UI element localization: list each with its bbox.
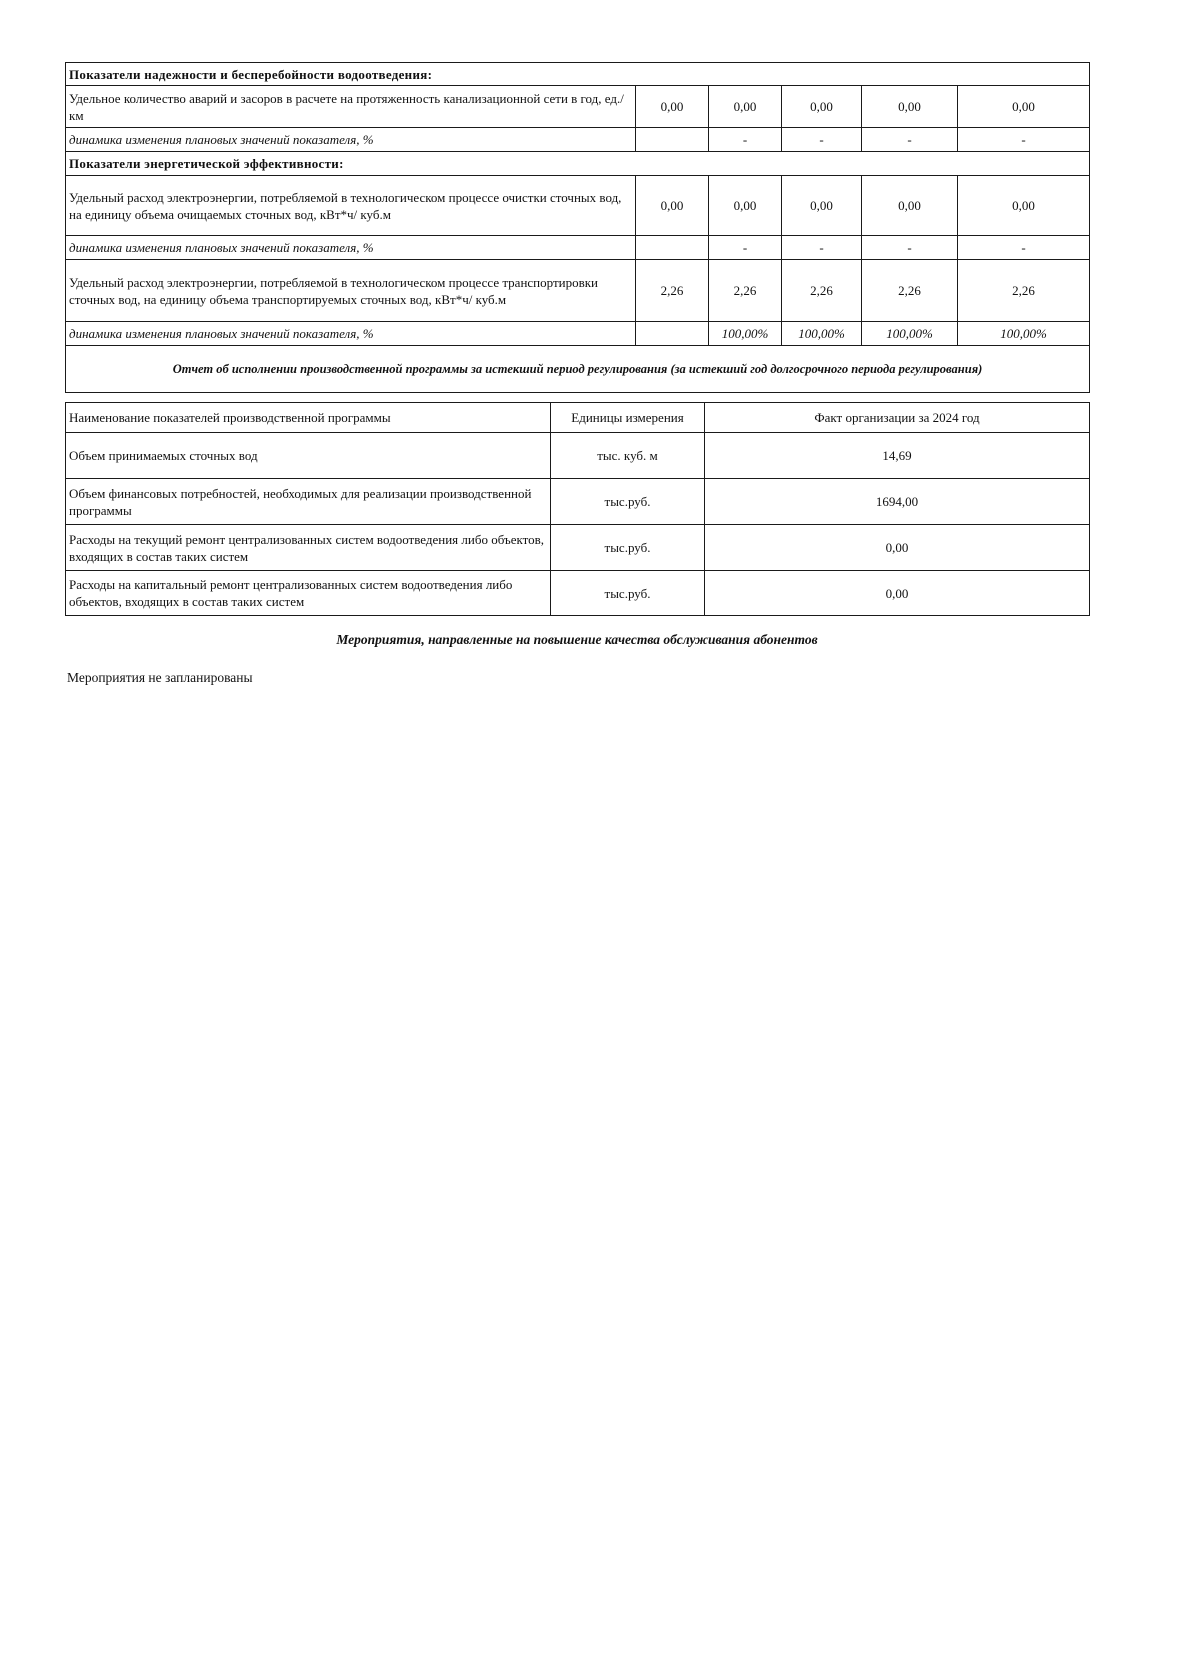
treatment-label: Удельный расход электроэнергии, потребляемой в технологическом процессе очистки сточных вод, на единицу объема очищаемых сточных вод, кВт*ч/ куб.м [66, 176, 636, 236]
transport-label: Удельный расход электроэнергии, потребляемой в технологическом процессе транспортировки сточных вод, на единицу объема транспортируемых сточных вод, кВт*ч/ куб.м [66, 260, 636, 322]
value-cell: 0,00 [636, 176, 709, 236]
measures-note: Мероприятия не запланированы [67, 670, 253, 685]
report-row-unit: тыс.руб. [551, 479, 705, 525]
value-cell: - [782, 128, 862, 152]
value-cell: 100,00% [958, 322, 1090, 346]
reliability-section-row [66, 63, 1090, 86]
report-table [65, 402, 1090, 616]
report-row-unit: тыс.руб. [551, 571, 705, 616]
dynamics-label: динамика изменения плановых значений показателя, % [66, 322, 636, 346]
report-row-fact: 1694,00 [705, 479, 1090, 525]
table-row [66, 571, 1090, 616]
table-row [66, 86, 1090, 128]
header-unit: Единицы измерения [551, 403, 705, 433]
value-cell: - [709, 128, 782, 152]
value-cell [636, 128, 709, 152]
value-cell: 0,00 [958, 176, 1090, 236]
value-cell: 0,00 [709, 176, 782, 236]
value-cell: 100,00% [862, 322, 958, 346]
value-cell: 0,00 [862, 86, 958, 128]
value-cell: 100,00% [709, 322, 782, 346]
table-row [66, 525, 1090, 571]
energy-section-row [66, 152, 1090, 176]
report-row-unit: тыс. куб. м [551, 433, 705, 479]
accidents-label: Удельное количество аварий и засоров в расчете на протяженность канализационной сети в год, ед./км [66, 86, 636, 128]
report-caption: Отчет об исполнении производственной программы за истекший период регулирования (за истекший год долгосрочного периода регулирования) [66, 346, 1090, 393]
report-row-name: Расходы на капитальный ремонт централизованных систем водоотведения либо объектов, входящих в состав таких систем [66, 571, 551, 616]
header-name: Наименование показателей производственной программы [66, 403, 551, 433]
report-row-name: Объем финансовых потребностей, необходимых для реализации производственной программы [66, 479, 551, 525]
measures-title: Мероприятия, направленные на повышение качества обслуживания абонентов [336, 632, 818, 647]
report-row-name: Расходы на текущий ремонт централизованных систем водоотведения либо объектов, входящих в состав таких систем [66, 525, 551, 571]
table-row [66, 176, 1090, 236]
value-cell: 2,26 [862, 260, 958, 322]
value-cell: 0,00 [636, 86, 709, 128]
report-row-fact: 0,00 [705, 571, 1090, 616]
value-cell: 0,00 [709, 86, 782, 128]
report-caption-row [66, 346, 1090, 393]
value-cell: 0,00 [782, 86, 862, 128]
table-row [66, 433, 1090, 479]
indicators-table [65, 62, 1090, 393]
report-header-row [66, 403, 1090, 433]
energy-section-title: Показатели энергетической эффективности: [66, 152, 1090, 176]
report-row-unit: тыс.руб. [551, 525, 705, 571]
report-row-fact: 0,00 [705, 525, 1090, 571]
header-fact: Факт организации за 2024 год [705, 403, 1090, 433]
value-cell: - [958, 128, 1090, 152]
value-cell: 100,00% [782, 322, 862, 346]
table-row [66, 479, 1090, 525]
value-cell: - [958, 236, 1090, 260]
value-cell: 0,00 [958, 86, 1090, 128]
value-cell [636, 322, 709, 346]
value-cell: - [862, 236, 958, 260]
value-cell: - [709, 236, 782, 260]
report-row-name: Объем принимаемых сточных вод [66, 433, 551, 479]
value-cell [636, 236, 709, 260]
value-cell: - [782, 236, 862, 260]
dynamics-label: динамика изменения плановых значений показателя, % [66, 128, 636, 152]
value-cell: - [862, 128, 958, 152]
value-cell: 2,26 [958, 260, 1090, 322]
table-row [66, 260, 1090, 322]
dynamics-label: динамика изменения плановых значений показателя, % [66, 236, 636, 260]
table-row [66, 128, 1090, 152]
report-row-fact: 14,69 [705, 433, 1090, 479]
value-cell: 0,00 [862, 176, 958, 236]
value-cell: 0,00 [782, 176, 862, 236]
value-cell: 2,26 [636, 260, 709, 322]
reliability-section-title: Показатели надежности и бесперебойности водоотведения: [66, 63, 1090, 86]
value-cell: 2,26 [709, 260, 782, 322]
table-row [66, 322, 1090, 346]
table-row [66, 236, 1090, 260]
value-cell: 2,26 [782, 260, 862, 322]
